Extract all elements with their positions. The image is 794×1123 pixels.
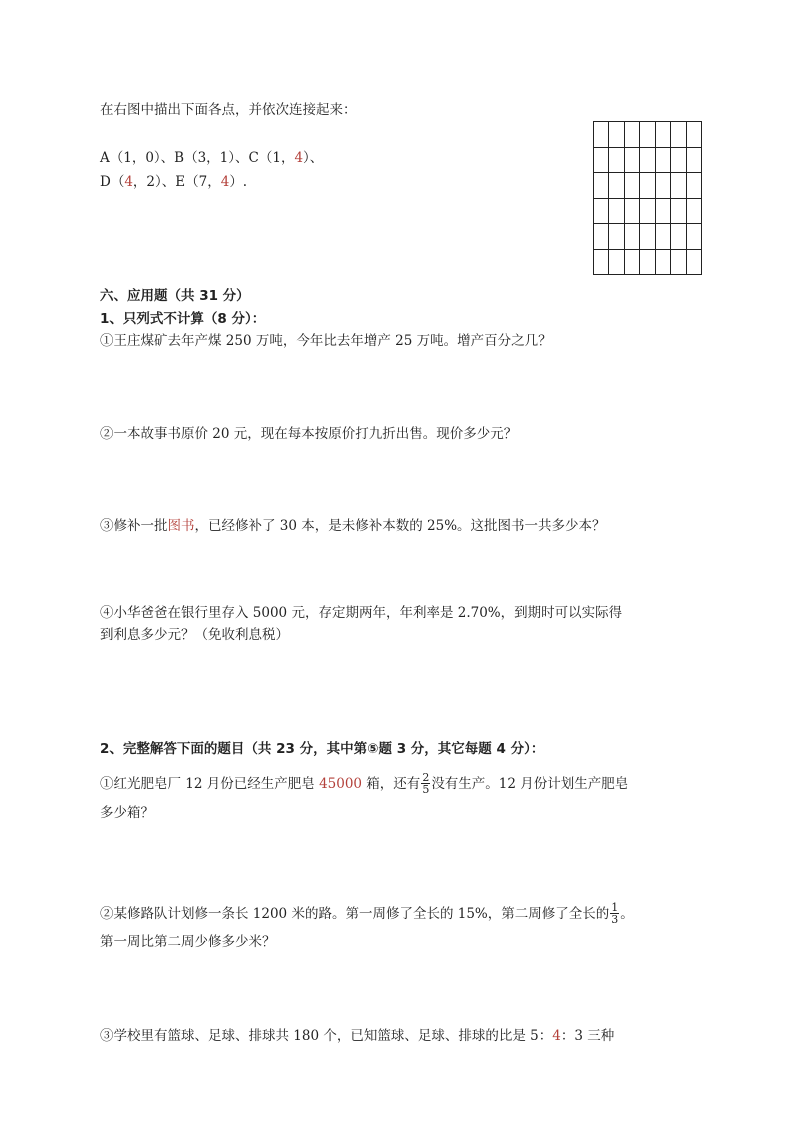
grid-cell xyxy=(640,198,655,224)
grid-cell xyxy=(640,122,655,148)
grid-cell xyxy=(609,224,624,250)
grid-table xyxy=(593,121,702,275)
grid-cell xyxy=(624,198,639,224)
points-part-red: 4 xyxy=(124,174,133,190)
question-text: ③修补一批 xyxy=(100,518,168,534)
grid-cell xyxy=(686,224,701,250)
coordinate-grid xyxy=(593,121,702,275)
grid-cell xyxy=(594,224,609,250)
points-part: ，2）、E（7， xyxy=(132,174,221,190)
part-2-title: 2、完整解答下面的题目（共 23 分，其中第⑤题 3 分，其它每题 4 分）： xyxy=(100,741,545,757)
grid-cell xyxy=(671,224,686,250)
grid-cell xyxy=(640,224,655,250)
question-1-4-line-2: 到利息多少元？（免收利息税） xyxy=(100,627,289,643)
question-text: ，已经修补了 30 本，是未修补本数的 25%。这批图书一共多少本？ xyxy=(194,518,606,534)
question-2-1-line-2: 多少箱？ xyxy=(100,805,154,821)
grid-cell xyxy=(624,224,639,250)
question-number-red: 45000 xyxy=(319,776,363,792)
question-text-red: 图书 xyxy=(167,518,195,534)
points-part: A（1，0）、B（3，1）、C（1， xyxy=(100,150,295,166)
grid-cell xyxy=(671,173,686,199)
fraction-numerator: 2 xyxy=(422,771,430,784)
grid-cell xyxy=(686,173,701,199)
grid-cell xyxy=(655,173,670,199)
grid-row xyxy=(594,198,702,224)
question-1-1: ①王庄煤矿去年产煤 250 万吨，今年比去年增产 25 万吨。增产百分之几？ xyxy=(100,333,552,349)
grid-cell xyxy=(594,249,609,275)
grid-cell xyxy=(594,147,609,173)
grid-cell xyxy=(640,173,655,199)
fraction-denominator: 3 xyxy=(611,913,619,926)
points-line-2 xyxy=(100,173,247,191)
grid-cell xyxy=(609,122,624,148)
question-text: ②某修路队计划修一条长 1200 米的路。第一周修了全长的 15%，第二周修了全长的 xyxy=(100,906,610,922)
question-1-2: ②一本故事书原价 20 元，现在每本按原价打九折出售。现价多少元？ xyxy=(100,426,518,442)
fraction-numerator: 1 xyxy=(611,901,619,914)
grid-cell xyxy=(671,122,686,148)
grid-cell xyxy=(609,198,624,224)
grid-cell xyxy=(594,122,609,148)
grid-cell xyxy=(609,173,624,199)
grid-cell xyxy=(624,173,639,199)
fraction-denominator: 5 xyxy=(422,783,430,796)
grid-cell xyxy=(609,147,624,173)
grid-cell xyxy=(655,224,670,250)
grid-cell xyxy=(594,198,609,224)
grid-cell xyxy=(609,249,624,275)
points-part: ）. xyxy=(229,174,248,190)
question-text: ：3 三种 xyxy=(560,1028,615,1044)
grid-cell xyxy=(686,198,701,224)
fraction-two-fifths xyxy=(421,772,430,795)
grid-cell xyxy=(594,173,609,199)
question-1-3 xyxy=(100,517,606,535)
grid-cell xyxy=(655,249,670,275)
question-text: ③学校里有篮球、足球、排球共 180 个，已知篮球、足球、排球的比是 5： xyxy=(100,1028,553,1044)
question-number-red: 4 xyxy=(552,1028,561,1044)
question-text: 没有生产。12 月份计划生产肥皂 xyxy=(431,776,629,792)
grid-cell xyxy=(624,249,639,275)
points-part-red: 4 xyxy=(220,174,230,190)
grid-cell xyxy=(686,122,701,148)
question-text: 箱，还有 xyxy=(362,776,421,792)
part-1-title: 1、只列式不计算（8 分）： xyxy=(100,311,266,327)
grid-cell xyxy=(686,147,701,173)
points-part: ）、 xyxy=(303,150,324,166)
fraction-one-third xyxy=(610,902,619,925)
question-2-2-line-2: 第一周比第二周少修多少米？ xyxy=(100,934,276,950)
question-1-4-line-1: ④小华爸爸在银行里存入 5000 元，存定期两年，年利率是 2.70%，到期时可以实际得 xyxy=(100,605,623,621)
grid-row xyxy=(594,224,702,250)
points-part: D（ xyxy=(100,174,125,190)
grid-cell xyxy=(655,198,670,224)
question-text: 。 xyxy=(620,906,634,922)
grid-cell xyxy=(624,122,639,148)
question-text: ①红光肥皂厂 12 月份已经生产肥皂 xyxy=(100,776,320,792)
grid-row xyxy=(594,249,702,275)
grid-row xyxy=(594,173,702,199)
grid-cell xyxy=(640,147,655,173)
grid-row xyxy=(594,122,702,148)
points-part-red: 4 xyxy=(294,150,304,166)
instruction-text: 在右图中描出下面各点，并依次连接起来： xyxy=(100,102,357,118)
grid-cell xyxy=(655,122,670,148)
grid-cell xyxy=(671,198,686,224)
question-2-2 xyxy=(100,903,634,926)
grid-cell xyxy=(671,147,686,173)
question-2-1 xyxy=(100,773,628,796)
question-2-3 xyxy=(100,1027,614,1045)
grid-cell xyxy=(671,249,686,275)
points-line-1 xyxy=(100,149,323,167)
grid-row xyxy=(594,147,702,173)
grid-cell xyxy=(686,249,701,275)
grid-cell xyxy=(624,147,639,173)
grid-cell xyxy=(640,249,655,275)
section-6-title: 六、应用题（共 31 分） xyxy=(100,288,250,304)
grid-cell xyxy=(655,147,670,173)
